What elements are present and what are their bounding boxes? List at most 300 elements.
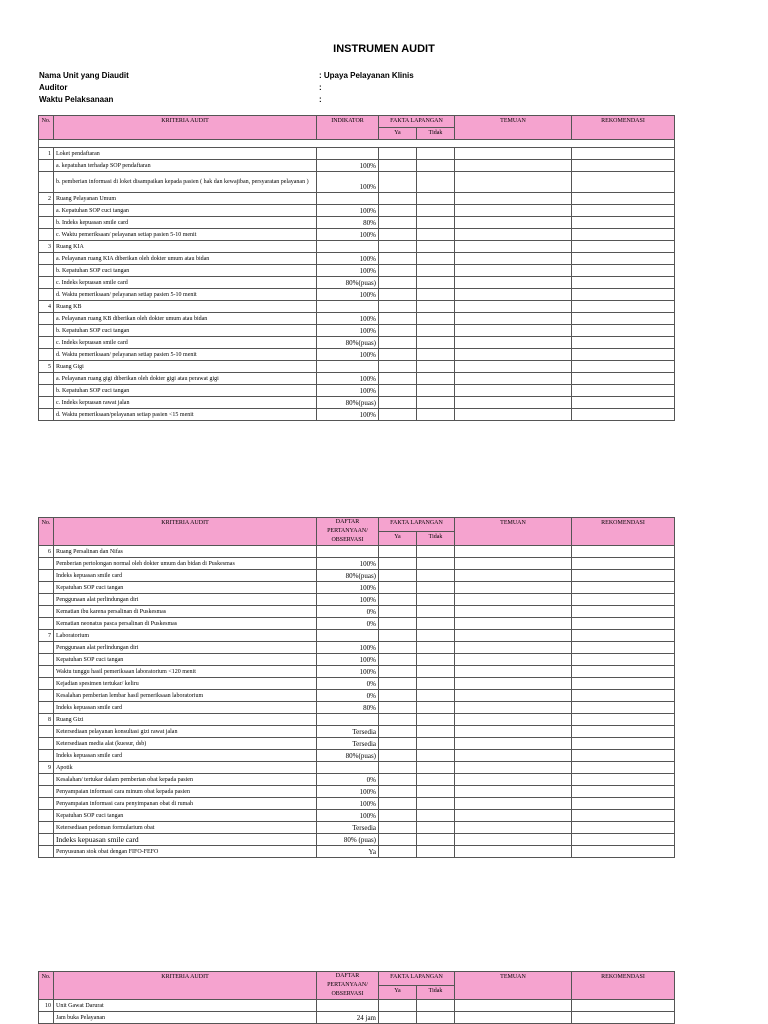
rekomendasi-cell (572, 822, 675, 834)
tidak-cell (417, 654, 455, 666)
indicator-cell: Tersedia (317, 738, 379, 750)
table-row (39, 349, 675, 361)
rekomendasi-cell (572, 606, 675, 618)
row-number (39, 409, 54, 421)
row-number (39, 229, 54, 241)
row-number (39, 385, 54, 397)
table-row (39, 361, 675, 373)
tidak-cell (417, 325, 455, 337)
table-row (39, 148, 675, 160)
indicator-cell (317, 148, 379, 160)
criteria-cell: Kepatuhan SOP cuci tangan (54, 582, 317, 594)
tidak-cell (417, 750, 455, 762)
tidak-cell (417, 160, 455, 172)
tidak-cell (417, 630, 455, 642)
criteria-cell: Ketersediaan media alat (kuesur, dsb) (54, 738, 317, 750)
row-number (39, 798, 54, 810)
tidak-cell (417, 798, 455, 810)
indicator-cell (317, 762, 379, 774)
row-number (39, 277, 54, 289)
table-row (39, 385, 675, 397)
temuan-cell (455, 349, 572, 361)
temuan-cell (455, 1000, 572, 1012)
indicator-cell: 100% (317, 409, 379, 421)
criteria-cell: Waktu tunggu hasil pemeriksaan laboratorium <120 menit (54, 666, 317, 678)
criteria-cell: Indeks kepuasan smile card (54, 750, 317, 762)
ya-cell (379, 193, 417, 205)
criteria-cell: Unit Gawat Darurat (54, 1000, 317, 1012)
table-row (39, 241, 675, 253)
indicator-cell (317, 193, 379, 205)
table-row (39, 301, 675, 313)
temuan-cell (455, 702, 572, 714)
table-row (39, 172, 675, 193)
temuan-cell (455, 774, 572, 786)
temuan-cell (455, 313, 572, 325)
row-number (39, 678, 54, 690)
temuan-cell (455, 846, 572, 858)
audit-table-3 (38, 971, 675, 1024)
indicator-cell (317, 361, 379, 373)
temuan-cell (455, 160, 572, 172)
table-row (39, 834, 675, 846)
ya-cell (379, 325, 417, 337)
rekomendasi-cell (572, 726, 675, 738)
criteria-cell: a. Kepatuhan SOP cuci tangan (54, 205, 317, 217)
table-row (39, 630, 675, 642)
criteria-cell: c. Indeks kepuasan rawat jalan (54, 397, 317, 409)
row-number (39, 822, 54, 834)
temuan-cell (455, 762, 572, 774)
rekomendasi-cell (572, 594, 675, 606)
temuan-cell (455, 582, 572, 594)
rekomendasi-cell (572, 798, 675, 810)
criteria-cell: Kesalahan/ tertukar dalam pemberian obat kepada pasien (54, 774, 317, 786)
ya-cell (379, 810, 417, 822)
table-row (39, 726, 675, 738)
header-rekomendasi: REKOMENDASI (572, 518, 675, 546)
row-number (39, 654, 54, 666)
temuan-cell (455, 822, 572, 834)
row-number (39, 606, 54, 618)
temuan-cell (455, 642, 572, 654)
table-row (39, 594, 675, 606)
row-number (39, 373, 54, 385)
header-tidak: Tidak (417, 128, 455, 140)
criteria-cell: Ketersediaan pedoman formularium obat (54, 822, 317, 834)
header-ya: Ya (379, 986, 417, 1000)
table-row (39, 289, 675, 301)
tidak-cell (417, 229, 455, 241)
row-number (39, 834, 54, 846)
indicator-cell: 100% (317, 229, 379, 241)
rekomendasi-cell (572, 714, 675, 726)
indicator-cell: 0% (317, 618, 379, 630)
temuan-cell (455, 546, 572, 558)
criteria-cell: Kematian ibu karena persalinan di Puskesmas (54, 606, 317, 618)
table-row (39, 265, 675, 277)
rekomendasi-cell (572, 690, 675, 702)
temuan-cell (455, 193, 572, 205)
criteria-cell: Ruang Gigi (54, 361, 317, 373)
tidak-cell (417, 241, 455, 253)
criteria-cell: Penggunaan alat perlindungan diri (54, 642, 317, 654)
criteria-cell: c. Indeks kepuasan smile card (54, 337, 317, 349)
criteria-cell: Penyampaian informasi cara penyimpanan obat di rumah (54, 798, 317, 810)
table-row (39, 193, 675, 205)
document-title: INSTRUMEN AUDIT (333, 43, 435, 55)
tidak-cell (417, 582, 455, 594)
temuan-cell (455, 373, 572, 385)
ya-cell (379, 1012, 417, 1024)
table-row (39, 313, 675, 325)
temuan-cell (455, 205, 572, 217)
temuan-cell (455, 229, 572, 241)
temuan-cell (455, 265, 572, 277)
header-rekomendasi: REKOMENDASI (572, 972, 675, 1000)
row-number (39, 738, 54, 750)
ya-cell (379, 253, 417, 265)
temuan-cell (455, 750, 572, 762)
criteria-cell: Kesalahan pemberian lembar hasil pemeriksaan laboratorium (54, 690, 317, 702)
temuan-cell (455, 726, 572, 738)
tidak-cell (417, 148, 455, 160)
tidak-cell (417, 289, 455, 301)
ya-cell (379, 558, 417, 570)
tidak-cell (417, 702, 455, 714)
ya-cell (379, 301, 417, 313)
rekomendasi-cell (572, 373, 675, 385)
table-row (39, 702, 675, 714)
row-number: 3 (39, 241, 54, 253)
indicator-cell: 100% (317, 594, 379, 606)
indicator-cell: 100% (317, 786, 379, 798)
row-number: 9 (39, 762, 54, 774)
header-no: No. (39, 116, 54, 140)
criteria-cell: a. Pelayanan ruang KB diberikan oleh dokter umum atau bidan (54, 313, 317, 325)
rekomendasi-cell (572, 289, 675, 301)
tidak-cell (417, 738, 455, 750)
tidak-cell (417, 810, 455, 822)
ya-cell (379, 846, 417, 858)
row-number: 2 (39, 193, 54, 205)
ya-cell (379, 774, 417, 786)
meta-label-auditor: Auditor (39, 83, 68, 92)
row-number (39, 570, 54, 582)
temuan-cell (455, 654, 572, 666)
ya-cell (379, 385, 417, 397)
tidak-cell (417, 265, 455, 277)
table-row (39, 654, 675, 666)
indicator-cell: 100% (317, 798, 379, 810)
indicator-cell (317, 630, 379, 642)
indicator-cell: Tersedia (317, 726, 379, 738)
rekomendasi-cell (572, 546, 675, 558)
indicator-cell: 24 jam (317, 1012, 379, 1024)
indicator-cell: Ya (317, 846, 379, 858)
indicator-cell: 100% (317, 810, 379, 822)
table-row (39, 642, 675, 654)
row-number: 8 (39, 714, 54, 726)
tidak-cell (417, 558, 455, 570)
indicator-cell: 100% (317, 160, 379, 172)
ya-cell (379, 666, 417, 678)
rekomendasi-cell (572, 148, 675, 160)
rekomendasi-cell (572, 349, 675, 361)
indicator-cell: 80%(puas) (317, 337, 379, 349)
row-number (39, 558, 54, 570)
rekomendasi-cell (572, 160, 675, 172)
criteria-cell: Kematian neonatus pasca persalinan di Puskesmas (54, 618, 317, 630)
indicator-cell: 0% (317, 606, 379, 618)
criteria-cell: Ruang KB (54, 301, 317, 313)
temuan-cell (455, 618, 572, 630)
criteria-cell: Kepatuhan SOP cuci tangan (54, 810, 317, 822)
temuan-cell (455, 810, 572, 822)
rekomendasi-cell (572, 397, 675, 409)
temuan-cell (455, 678, 572, 690)
rekomendasi-cell (572, 702, 675, 714)
criteria-cell: Laboratorium (54, 630, 317, 642)
table-row (39, 846, 675, 858)
criteria-cell: c. Indeks kepuasan smile card (54, 277, 317, 289)
temuan-cell (455, 325, 572, 337)
table-row (39, 325, 675, 337)
rekomendasi-cell (572, 193, 675, 205)
temuan-cell (455, 253, 572, 265)
table-row (39, 409, 675, 421)
meta-value-waktu: : (319, 95, 322, 104)
criteria-cell: b. Indeks kepuasan smile card (54, 217, 317, 229)
ya-cell (379, 289, 417, 301)
row-number (39, 253, 54, 265)
ya-cell (379, 160, 417, 172)
header-kriteria: KRITERIA AUDIT (54, 518, 317, 546)
tidak-cell (417, 205, 455, 217)
temuan-cell (455, 786, 572, 798)
criteria-cell: Indeks kepuasan smile card (54, 570, 317, 582)
table-row (39, 774, 675, 786)
criteria-cell: b. Kepatuhan SOP cuci tangan (54, 385, 317, 397)
rekomendasi-cell (572, 678, 675, 690)
tidak-cell (417, 594, 455, 606)
tidak-cell (417, 409, 455, 421)
criteria-cell: Pemberian pertolongan normal oleh dokter umum dan bidan di Puskesmas (54, 558, 317, 570)
ya-cell (379, 277, 417, 289)
rekomendasi-cell (572, 570, 675, 582)
row-number (39, 1012, 54, 1024)
ya-cell (379, 265, 417, 277)
row-number (39, 846, 54, 858)
table-row (39, 582, 675, 594)
rekomendasi-cell (572, 217, 675, 229)
meta-value-auditor: : (319, 83, 322, 92)
header-tidak: Tidak (417, 986, 455, 1000)
header-temuan: TEMUAN (455, 518, 572, 546)
ya-cell (379, 618, 417, 630)
rekomendasi-cell (572, 241, 675, 253)
ya-cell (379, 726, 417, 738)
rekomendasi-cell (572, 834, 675, 846)
criteria-cell: b. pemberian informasi di loket disampaikan kepada pasien ( hak dan kewajiban, persyaratan pelayanan ) (54, 172, 317, 193)
tidak-cell (417, 253, 455, 265)
indicator-cell: 100% (317, 373, 379, 385)
ya-cell (379, 1000, 417, 1012)
row-number (39, 750, 54, 762)
criteria-cell: Ruang Persalinan dan Nifas (54, 546, 317, 558)
ya-cell (379, 241, 417, 253)
rekomendasi-cell (572, 1012, 675, 1024)
rekomendasi-cell (572, 618, 675, 630)
tidak-cell (417, 313, 455, 325)
row-number (39, 726, 54, 738)
ya-cell (379, 148, 417, 160)
row-number (39, 160, 54, 172)
temuan-cell (455, 558, 572, 570)
table-row (39, 373, 675, 385)
criteria-cell: Penggunaan alat perlindungan diri (54, 594, 317, 606)
table-row (39, 678, 675, 690)
ya-cell (379, 409, 417, 421)
row-number: 10 (39, 1000, 54, 1012)
ya-cell (379, 630, 417, 642)
meta-label-waktu: Waktu Pelaksanaan (39, 95, 114, 104)
ya-cell (379, 834, 417, 846)
indicator-cell: 100% (317, 642, 379, 654)
temuan-cell (455, 798, 572, 810)
tidak-cell (417, 666, 455, 678)
temuan-cell (455, 714, 572, 726)
row-number: 5 (39, 361, 54, 373)
temuan-cell (455, 1012, 572, 1024)
table-row (39, 277, 675, 289)
criteria-cell: a. Pelayanan ruang KIA diberikan oleh dokter umum atau bidan (54, 253, 317, 265)
row-number (39, 594, 54, 606)
row-number (39, 217, 54, 229)
header-kriteria: KRITERIA AUDIT (54, 116, 317, 140)
audit-table-2 (38, 517, 675, 858)
tidak-cell (417, 277, 455, 289)
indicator-cell: 80%(puas) (317, 570, 379, 582)
table-row (39, 570, 675, 582)
header-fakta: FAKTA LAPANGAN (379, 518, 455, 532)
ya-cell (379, 798, 417, 810)
row-number (39, 810, 54, 822)
header-no: No. (39, 972, 54, 1000)
rekomendasi-cell (572, 750, 675, 762)
rekomendasi-cell (572, 205, 675, 217)
indicator-cell (317, 546, 379, 558)
ya-cell (379, 172, 417, 193)
tidak-cell (417, 361, 455, 373)
row-number (39, 205, 54, 217)
indicator-cell (317, 714, 379, 726)
ya-cell (379, 750, 417, 762)
table-row (39, 822, 675, 834)
tidak-cell (417, 822, 455, 834)
indicator-cell: 80%(puas) (317, 397, 379, 409)
tidak-cell (417, 570, 455, 582)
criteria-cell: Kejadian spesimen tertukar/ keliru (54, 678, 317, 690)
indicator-cell: 80% (puas) (317, 834, 379, 846)
row-number (39, 642, 54, 654)
indicator-cell: 100% (317, 313, 379, 325)
ya-cell (379, 702, 417, 714)
rekomendasi-cell (572, 774, 675, 786)
tidak-cell (417, 642, 455, 654)
rekomendasi-cell (572, 810, 675, 822)
header-ya: Ya (379, 128, 417, 140)
table-row (39, 738, 675, 750)
ya-cell (379, 654, 417, 666)
row-number: 4 (39, 301, 54, 313)
tidak-cell (417, 618, 455, 630)
temuan-cell (455, 738, 572, 750)
tidak-cell (417, 678, 455, 690)
row-number (39, 349, 54, 361)
table-row (39, 1000, 675, 1012)
criteria-cell: Ruang Pelayanan Umum (54, 193, 317, 205)
table-row (39, 690, 675, 702)
rekomendasi-cell (572, 654, 675, 666)
indicator-cell: 100% (317, 325, 379, 337)
criteria-cell: b. Kepatuhan SOP cuci tangan (54, 325, 317, 337)
criteria-cell: b. Kepatuhan SOP cuci tangan (54, 265, 317, 277)
header-tidak: Tidak (417, 532, 455, 546)
criteria-cell: Kepatuhan SOP cuci tangan (54, 654, 317, 666)
ya-cell (379, 313, 417, 325)
indicator-cell: 100% (317, 582, 379, 594)
tidak-cell (417, 172, 455, 193)
table-row (39, 253, 675, 265)
rekomendasi-cell (572, 409, 675, 421)
indicator-cell: 100% (317, 558, 379, 570)
table-row (39, 205, 675, 217)
header-daftar: DAFTAR PERTANYAAN/ OBSERVASI (317, 972, 379, 1000)
tidak-cell (417, 714, 455, 726)
indicator-cell: 0% (317, 690, 379, 702)
tidak-cell (417, 774, 455, 786)
header-temuan: TEMUAN (455, 972, 572, 1000)
criteria-cell: d. Waktu pemeriksaan/pelayanan setiap pasien <15 menit (54, 409, 317, 421)
ya-cell (379, 822, 417, 834)
meta-value-unit: : Upaya Pelayanan Klinis (319, 71, 414, 80)
criteria-cell: Apotik (54, 762, 317, 774)
header-rekomendasi: REKOMENDASI (572, 116, 675, 140)
table-row (39, 397, 675, 409)
criteria-cell: Ruang Gizi (54, 714, 317, 726)
tidak-cell (417, 834, 455, 846)
rekomendasi-cell (572, 337, 675, 349)
criteria-cell: c. Waktu pemeriksaan/ pelayanan setiap pasien 5-10 menit (54, 229, 317, 241)
criteria-cell: a. Pelayanan ruang gigi diberikan oleh dokter gigi atau perawat gigi (54, 373, 317, 385)
temuan-cell (455, 594, 572, 606)
temuan-cell (455, 606, 572, 618)
ya-cell (379, 397, 417, 409)
row-number (39, 690, 54, 702)
indicator-cell (317, 1000, 379, 1012)
tidak-cell (417, 786, 455, 798)
ya-cell (379, 373, 417, 385)
ya-cell (379, 205, 417, 217)
indicator-cell: 100% (317, 205, 379, 217)
temuan-cell (455, 217, 572, 229)
tidak-cell (417, 397, 455, 409)
temuan-cell (455, 337, 572, 349)
ya-cell (379, 361, 417, 373)
criteria-cell: Ketersediaan pelayanan konsultasi gizi rawat jalan (54, 726, 317, 738)
header-temuan: TEMUAN (455, 116, 572, 140)
